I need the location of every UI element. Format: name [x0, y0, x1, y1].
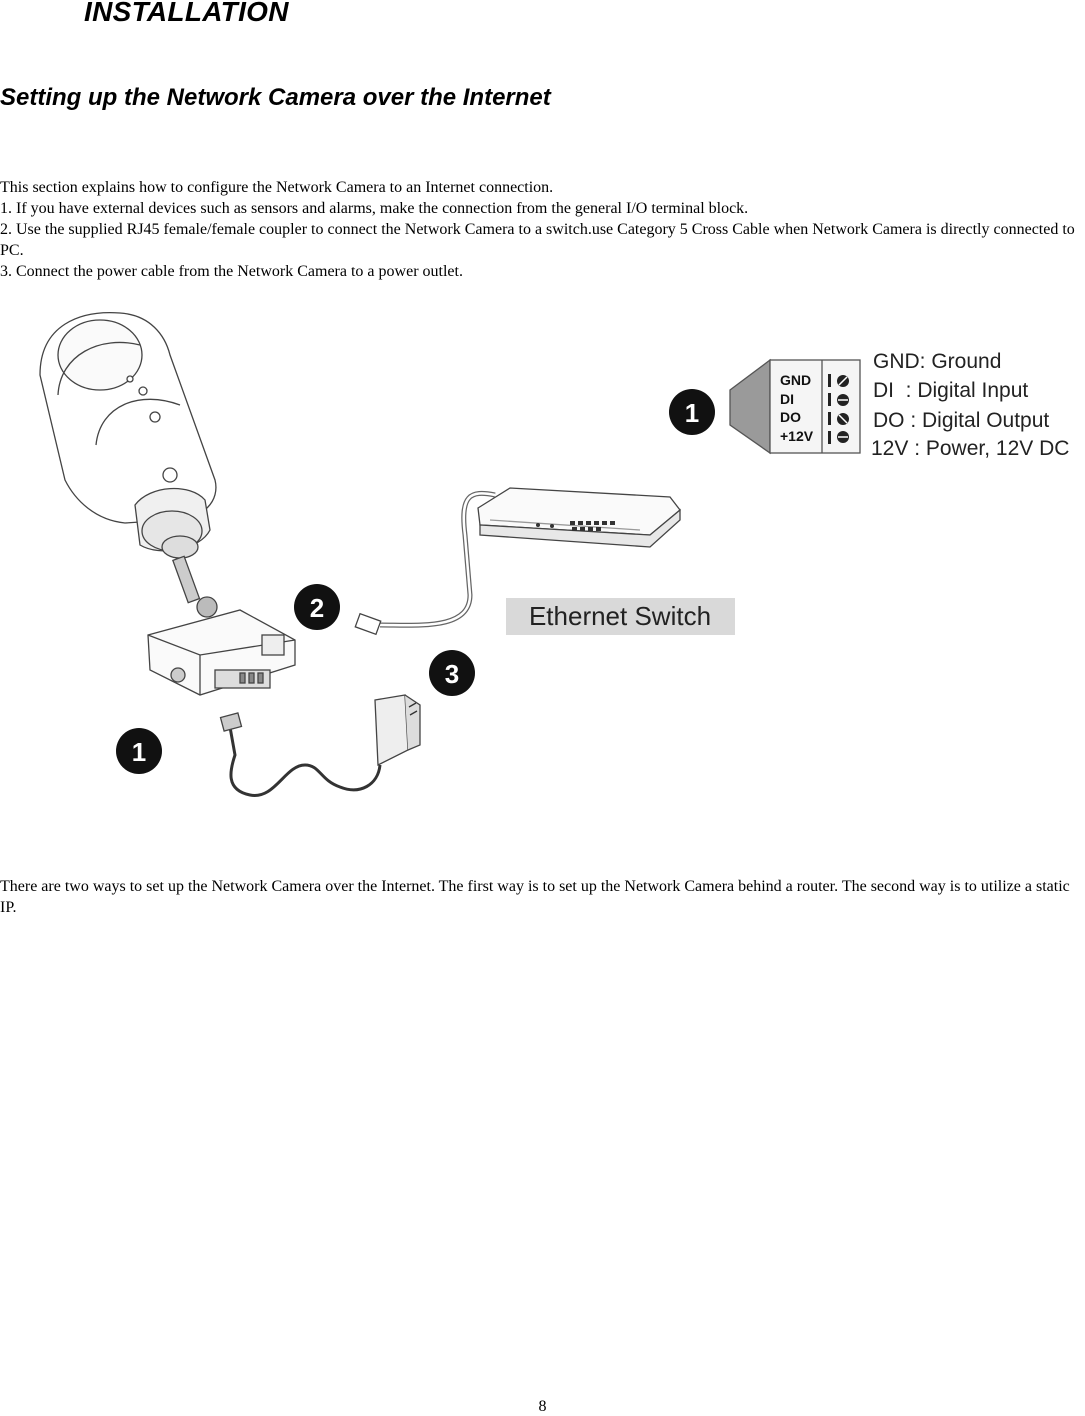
step-3: 3. Connect the power cable from the Network Camera to a power outlet. — [0, 263, 463, 280]
pin-label: GND — [780, 372, 812, 388]
terminal-legend — [871, 350, 1069, 460]
page-heading: INSTALLATION — [84, 0, 289, 27]
legend-item: 12V : Power, 12V DC — [871, 437, 1070, 460]
outro-text: There are two ways to set up the Network Camera over the Internet. The first way is to set up the Network Camera behind a router. The second way is to utilize a static IP. — [0, 878, 1070, 916]
callout-1-bottom — [116, 728, 162, 774]
legend-item: GND: Ground — [873, 350, 1002, 373]
ethernet-switch — [478, 488, 680, 547]
step-2: 2. Use the supplied RJ45 female/female coupler to connect the Network Camera to a switch.use Category 5 Cross Cable when Network Camera is directly connected to PC. — [0, 221, 1075, 259]
legend-item: DO : Digital Output — [873, 409, 1050, 432]
section-title: Setting up the Network Camera over the Internet — [0, 84, 551, 111]
step-1: 1. If you have external devices such as sensors and alarms, make the connection from the general I/O terminal block. — [0, 200, 749, 217]
power-adapter — [220, 695, 420, 795]
callout-number: 1 — [131, 737, 147, 767]
installation-diagram — [0, 295, 1085, 835]
io-terminal-box — [148, 610, 295, 695]
legend-item: DI : Digital Input — [873, 379, 1029, 402]
pin-label: DI — [780, 391, 794, 407]
switch-label: Ethernet Switch — [528, 601, 712, 631]
rj45-plug — [355, 614, 380, 635]
camera-illustration — [40, 313, 217, 617]
callout-1-top — [669, 389, 715, 435]
page-number: 8 — [538, 1398, 547, 1415]
callout-number: 3 — [444, 659, 460, 689]
pin-label: DO — [780, 409, 801, 425]
callout-number: 1 — [684, 398, 700, 428]
callout-2 — [294, 584, 340, 630]
pin-label: +12V — [780, 428, 814, 444]
callout-number: 2 — [309, 593, 325, 623]
outro-paragraph — [0, 876, 1083, 918]
intro-line: This section explains how to configure the Network Camera to an Internet connection. — [0, 179, 554, 196]
terminal-block-detail — [730, 360, 860, 453]
callout-3 — [429, 650, 475, 696]
intro-paragraph — [0, 177, 1083, 282]
ethernet-cable — [380, 493, 495, 625]
